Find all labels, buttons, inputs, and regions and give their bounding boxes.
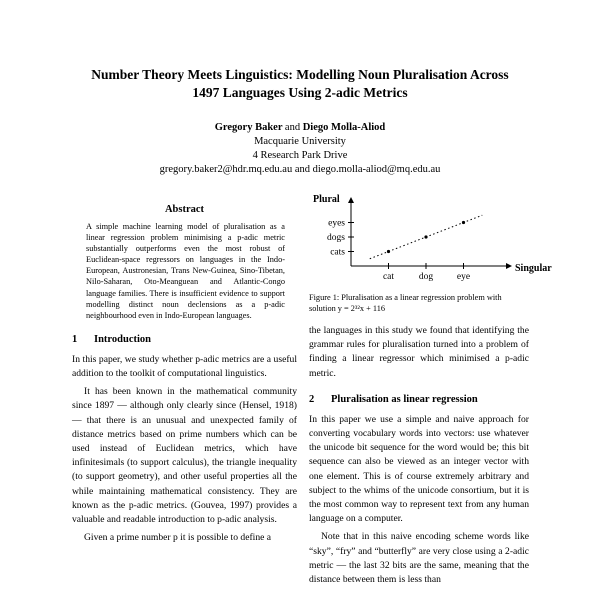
email-conj: and bbox=[294, 164, 311, 175]
title-line-2: 1497 Languages Using 2-adic Metrics bbox=[192, 85, 408, 100]
y-tick-label-cats: cats bbox=[330, 247, 345, 258]
data-point-cat bbox=[387, 250, 390, 253]
section-1-heading bbox=[72, 334, 297, 345]
x-tick-label-dog: dog bbox=[418, 272, 434, 282]
figure-1-chart bbox=[309, 194, 552, 288]
right-column bbox=[309, 194, 552, 587]
section-1-title: Introduction bbox=[94, 333, 151, 345]
data-point-dog bbox=[424, 235, 427, 238]
emails bbox=[40, 163, 560, 177]
y-tick-label-eyes: eyes bbox=[328, 218, 345, 229]
data-point-eye bbox=[462, 221, 465, 224]
abstract-heading: Abstract bbox=[164, 204, 205, 215]
title-line-1: Number Theory Meets Linguistics: Modelling Noun Pluralisation Across bbox=[91, 67, 509, 82]
abstract-text: A simple machine learning model of pluralisation as a linear regression problem minimising a p-adic metric substantially outperforms even the most robust of Euclidean-space regressors on languages in the Indo-European, Austronesian, Trans New-Guinea, Sino-Tibetan, Nilo-Saharan, Oto-Meanguean and Atlantic-Congo language families. There is insufficient evidence to support modelling distinct noun declensions as a p-adic neighbourhood even in Indo-European languages. bbox=[86, 222, 285, 320]
chart-svg bbox=[309, 194, 552, 288]
section-2-para-2: Note that in this naive encoding scheme words like “sky”, “fry” and “butterfly” are very close using a 2-adic metric — the last 32 bits are the same, meaning that the distance between them is less than bbox=[309, 531, 529, 586]
section-1-para-3: Given a prime number p it is possible to define a bbox=[84, 532, 272, 544]
author-block bbox=[40, 121, 560, 177]
x-tick-label-eye: eye bbox=[456, 272, 471, 282]
y-tick-label-dogs: dogs bbox=[327, 233, 345, 243]
right-column-continued-text: the languages in this study we found that identifying the grammar rules for pluralisation turned into a problem of finding a linear regressor which minimised a p-adic metric. bbox=[309, 325, 529, 379]
email-2: diego.molla-aliod@mq.edu.au bbox=[312, 164, 441, 175]
x-tick-label-cat: cat bbox=[382, 272, 395, 282]
section-1-para-1: In this paper, we study whether p-adic metrics are a useful addition to the toolkit of computational linguistics. bbox=[72, 353, 297, 380]
email-1: gregory.baker2@hdr.mq.edu.au bbox=[159, 164, 293, 175]
figure-1-caption: Figure 1: Pluralisation as a linear regression problem with solution y = 2³²x + 116 bbox=[309, 293, 502, 313]
section-2-heading bbox=[309, 394, 529, 405]
left-column bbox=[72, 198, 297, 545]
y-axis-label: Plural bbox=[313, 194, 340, 205]
x-axis-label: Singular bbox=[515, 263, 552, 274]
section-2-para-1: In this paper we use a simple and naive approach for converting vocabulary words into vectors: use whatever the unicode bit sequence for the word would be; this bit sequence can also be viewed as an integer vector with one element. This is of course extremely arbitrary and subject to the whims of the unicode consortium, but it is the most common way to represent text from any human language on a computer. bbox=[309, 413, 529, 525]
affiliation: Macquarie University bbox=[254, 136, 346, 147]
address: 4 Research Park Drive bbox=[252, 150, 348, 161]
author-2: Diego Molla-Aliod bbox=[302, 122, 386, 133]
section-2-title: Pluralisation as linear regression bbox=[331, 393, 478, 405]
author-names bbox=[40, 121, 560, 135]
author-conj: and bbox=[284, 122, 301, 133]
section-1-number: 1 bbox=[72, 333, 78, 345]
author-1: Gregory Baker bbox=[214, 122, 283, 133]
section-1-para-2: It has been known in the mathematical community since 1897 — although only clearly since (Hensel, 1918) — that there is an unusual and unexpected family of distance metrics based on prime numbers which can be used instead of Euclidean metrics, which have infinitesimals (to support calculus), the triangle inequality (to support geometry), and other useful properties all the while maintaining mathematical consistency. They are known as the p-adic metrics. (Gouvea, 1997) provides a valuable and readable introduction to p-adic analysis. bbox=[72, 386, 297, 526]
section-2-number: 2 bbox=[309, 393, 315, 405]
paper-title bbox=[40, 66, 560, 102]
